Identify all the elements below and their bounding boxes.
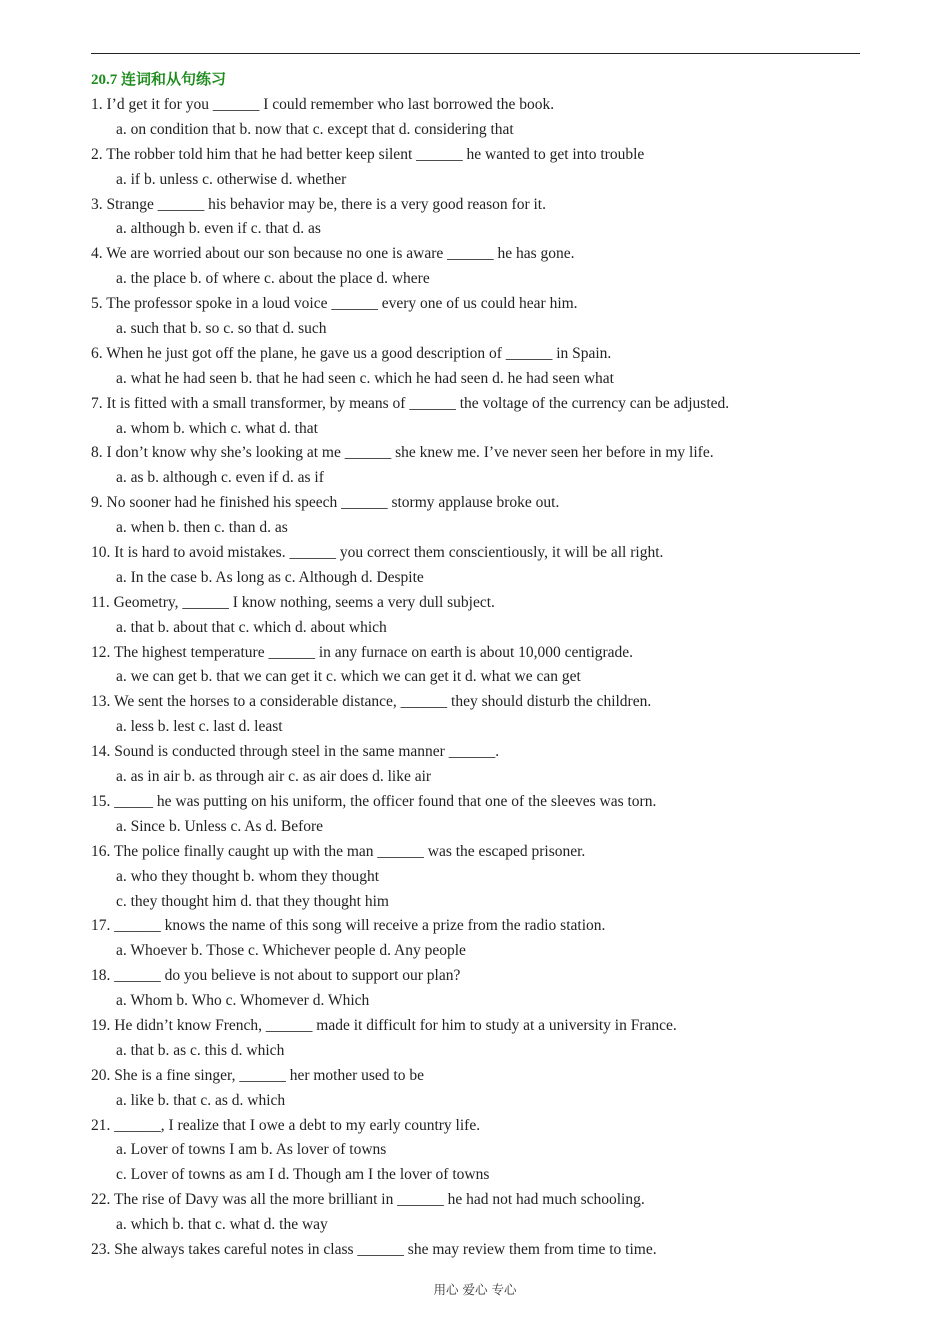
answer-options: a. whom b. which c. what d. that: [116, 419, 318, 437]
answer-options: a. as b. although c. even if d. as if: [116, 469, 324, 487]
answer-options: a. who they thought b. whom they thought: [116, 867, 380, 885]
question-item: [91, 441, 871, 491]
answer-options: a. when b. then c. than d. as: [116, 519, 288, 537]
question-stem: 1. I’d get it for you ______ I could remember who last borrowed the book.: [91, 96, 555, 113]
answer-options: a. we can get b. that we can get it c. which we can get it d. what we can get: [116, 668, 581, 686]
question-item: [91, 740, 871, 790]
question-stem: 18. ______ do you believe is not about to support our plan?: [91, 967, 461, 985]
answer-options: a. In the case b. As long as c. Although d. Despite: [116, 568, 424, 586]
answer-options: a. although b. even if c. that d. as: [116, 220, 321, 238]
question-stem: 13. We sent the horses to a considerable distance, ______ they should disturb the children.: [91, 693, 652, 711]
header-rule: [91, 53, 860, 54]
question-stem: 20. She is a fine singer, ______ her mother used to be: [91, 1066, 424, 1084]
answer-options: a. Since b. Unless c. As d. Before: [116, 817, 324, 835]
answer-options: a. Whom b. Who c. Whomever d. Which: [116, 992, 370, 1010]
answer-options: a. less b. lest c. last d. least: [116, 718, 283, 736]
answer-options: a. what he had seen b. that he had seen c. which he had seen d. he had seen what: [116, 369, 614, 387]
question-stem: 8. I don’t know why she’s looking at me ______ she knew me. I’ve never seen her before in my life.: [91, 444, 714, 462]
question-item: [91, 591, 871, 641]
question-item: [91, 790, 871, 840]
question-item: [91, 541, 871, 591]
answer-options: c. Lover of towns as am I d. Though am I the lover of towns: [116, 1166, 490, 1184]
answer-options: a. as in air b. as through air c. as air does d. like air: [116, 768, 432, 786]
question-stem: 16. The police finally caught up with the man ______ was the escaped prisoner.: [91, 842, 586, 860]
question-item: [91, 690, 871, 740]
answer-options: a. which b. that c. what d. the way: [116, 1216, 328, 1234]
question-item: [91, 1188, 871, 1238]
answer-options: c. they thought him d. that they thought him: [116, 892, 389, 910]
section-title: 20.7 连词和从句练习: [91, 72, 227, 88]
page-footer: 用心 爱心 专心: [433, 1282, 517, 1297]
question-item: [91, 1064, 871, 1114]
answer-options: a. that b. as c. this d. which: [116, 1041, 285, 1059]
question-item: [91, 1238, 871, 1263]
question-item: [91, 914, 871, 964]
question-stem: 12. The highest temperature ______ in any furnace on earth is about 10,000 centigrade.: [91, 643, 634, 661]
answer-options: a. Whoever b. Those c. Whichever people d. Any people: [116, 942, 466, 960]
question-stem: 14. Sound is conducted through steel in the same manner ______.: [91, 743, 500, 761]
question-list: [91, 93, 871, 1263]
question-stem: 5. The professor spoke in a loud voice ______ every one of us could hear him.: [91, 295, 578, 313]
question-stem: 15. _____ he was putting on his uniform, the officer found that one of the sleeves was torn.: [91, 792, 657, 810]
question-item: [91, 964, 871, 1014]
answer-options: a. such that b. so c. so that d. such: [116, 320, 327, 338]
question-item: [91, 840, 871, 915]
question-stem: 11. Geometry, ______ I know nothing, seems a very dull subject.: [91, 593, 495, 611]
question-item: [91, 392, 871, 442]
answer-options: a. like b. that c. as d. which: [116, 1091, 286, 1109]
question-stem: 21. ______, I realize that I owe a debt to my early country life.: [91, 1116, 481, 1134]
question-stem: 10. It is hard to avoid mistakes. ______ you correct them conscientiously, it will be all right.: [91, 544, 664, 562]
question-item: [91, 342, 871, 392]
question-stem: 4. We are worried about our son because no one is aware ______ he has gone.: [91, 245, 575, 263]
answer-options: a. Lover of towns I am b. As lover of towns: [116, 1141, 387, 1159]
question-stem: 17. ______ knows the name of this song will receive a prize from the radio station.: [91, 917, 606, 935]
answer-options: a. on condition that b. now that c. except that d. considering that: [116, 120, 514, 138]
answer-options: a. that b. about that c. which d. about which: [116, 618, 387, 636]
answer-options: a. if b. unless c. otherwise d. whether: [116, 170, 347, 188]
question-item: [91, 292, 871, 342]
question-stem: 3. Strange ______ his behavior may be, there is a very good reason for it.: [91, 195, 546, 213]
question-item: [91, 641, 871, 691]
question-item: [91, 1114, 871, 1189]
question-stem: 7. It is fitted with a small transformer, by means of ______ the voltage of the currency can be adjusted.: [91, 394, 730, 412]
question-stem: 2. The robber told him that he had better keep silent ______ he wanted to get into trouble: [91, 145, 645, 163]
answer-options: a. the place b. of where c. about the place d. where: [116, 270, 430, 288]
question-item: [91, 143, 871, 193]
question-item: [91, 1014, 871, 1064]
question-stem: 6. When he just got off the plane, he gave us a good description of ______ in Spain.: [91, 344, 612, 362]
question-stem: 19. He didn’t know French, ______ made it difficult for him to study at a university in France.: [91, 1016, 677, 1034]
question-item: [91, 193, 871, 243]
question-stem: 23. She always takes careful notes in class ______ she may review them from time to time.: [91, 1240, 657, 1258]
question-item: [91, 242, 871, 292]
question-item: [91, 491, 871, 541]
question-item: [91, 93, 871, 143]
question-stem: 22. The rise of Davy was all the more brilliant in ______ he had not had much schooling.: [91, 1191, 645, 1209]
question-stem: 9. No sooner had he finished his speech ______ stormy applause broke out.: [91, 494, 560, 512]
